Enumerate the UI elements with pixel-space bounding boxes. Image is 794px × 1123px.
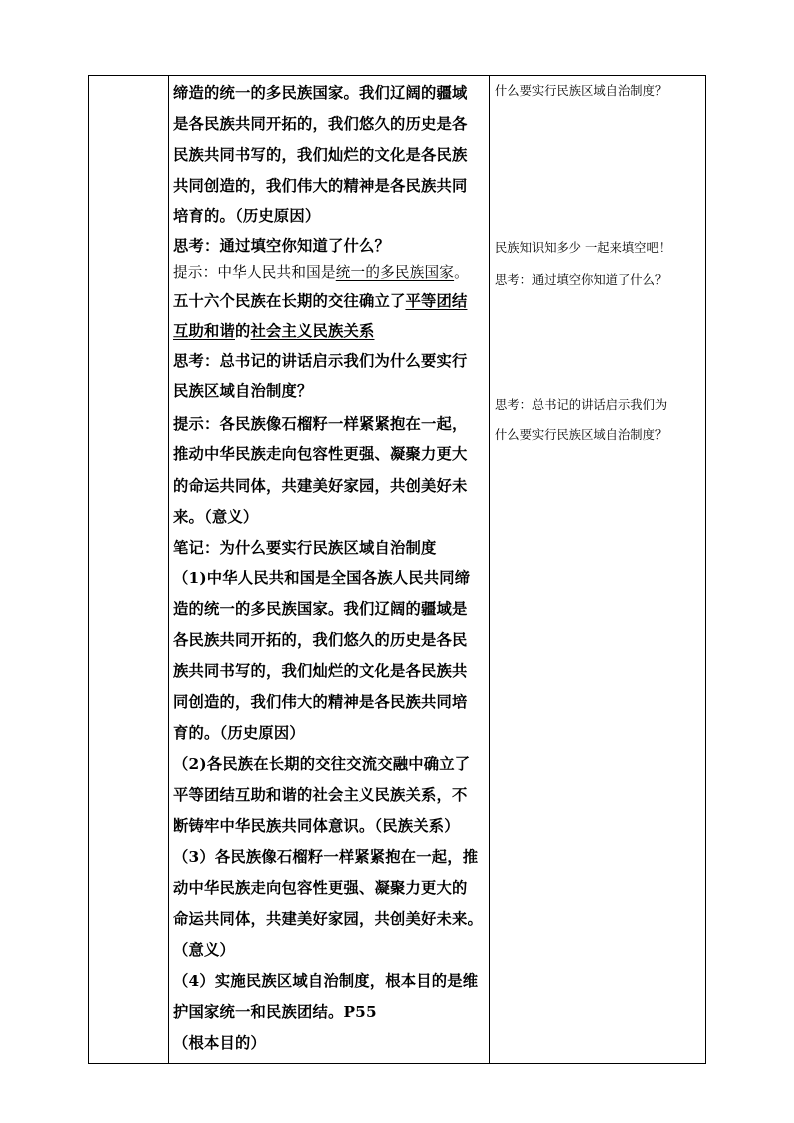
note-line-10: （3）各民族像石榴籽一样紧紧抱在一起，推: [173, 848, 479, 866]
note-line-12: 命运共同体，共建美好家园，共创美好未来。: [173, 910, 483, 928]
think-question-2-line-2: 民族区域自治制度？: [173, 382, 313, 400]
relation-blank-3: 社会主义民族关系: [250, 322, 375, 340]
think-question-2-line-1: 思考：总书记的讲话启示我们为什么要实行: [173, 352, 468, 370]
intro-line-1: 缔造的统一的多民族国家。我们辽阔的疆域: [173, 84, 468, 102]
note-line-8: 平等团结互助和谐的社会主义民族关系，不: [173, 786, 468, 804]
hint-1-blank: 统一的多民族国家: [335, 264, 455, 281]
hint-1-prefix: 提示：中华人民共和国是: [173, 264, 336, 281]
relation-line-1: [173, 291, 467, 311]
note-line-3: 各民族共同开拓的，我们悠久的历史是各民: [173, 631, 468, 649]
relation-blank-1: 平等团结: [405, 292, 468, 310]
side-question-3: 思考：通过填空你知道了什么？: [495, 273, 668, 287]
hint-2-line-3: 的命运共同体，共建美好家园，共创美好未: [173, 477, 468, 495]
hint-1: [173, 263, 469, 283]
intro-line-5: 培育的。（历史原因）: [173, 207, 321, 225]
hint-1-suffix: 。: [454, 264, 469, 281]
hint-2-line-2: 推动中华民族走向包容性更强、凝聚力更大: [173, 445, 468, 463]
column-divider-2: [489, 76, 490, 1063]
note-line-6: 育的。（历史原因）: [173, 724, 305, 742]
side-question-2: 民族知识知多少 一起来填空吧！: [495, 241, 672, 255]
note-line-13: （意义）: [173, 941, 235, 959]
column-divider-1: [168, 76, 169, 1063]
notes-title: 笔记：为什么要实行民族区域自治制度: [173, 539, 437, 557]
think-question-1: 思考：通过填空你知道了什么？: [173, 237, 390, 255]
note-line-4: 族共同书写的，我们灿烂的文化是各民族共: [173, 662, 468, 680]
note-line-7: （2)各民族在长期的交往交流交融中确立了: [173, 755, 471, 773]
relation-blank-2: 互助和谐: [173, 322, 235, 340]
note-line-9: 断铸牢中华民族共同体意识。（民族关系）: [173, 817, 460, 835]
note-line-2: 造的统一的多民族国家。我们辽阔的疆域是: [173, 600, 468, 618]
note-line-1: （1)中华人民共和国是全国各族人民共同缔: [173, 569, 471, 587]
note-line-5: 同创造的，我们伟大的精神是各民族共同培: [173, 693, 468, 711]
note-line-11: 动中华民族走向包容性更强、凝聚力更大的: [173, 879, 468, 897]
hint-2-line-4: 来。（意义）: [173, 508, 259, 526]
intro-line-2: 是各民族共同开拓的，我们悠久的历史是各: [173, 115, 468, 133]
lesson-table: [88, 75, 706, 1064]
relation-line-2: [173, 321, 374, 341]
intro-line-3: 民族共同书写的，我们灿烂的文化是各民族: [173, 146, 468, 164]
side-question-4-line-1: 思考：总书记的讲话启示我们为: [495, 398, 668, 412]
relation-prefix: 五十六个民族在长期的交往确立了: [173, 292, 406, 310]
note-line-16: （根本目的）: [173, 1034, 266, 1052]
side-question-4-line-2: 什么要实行民族区域自治制度？: [495, 428, 668, 442]
note-line-14: （4）实施民族区域自治制度，根本目的是维: [173, 972, 479, 990]
relation-mid: 的: [235, 322, 251, 340]
intro-line-4: 共同创造的，我们伟大的精神是各民族共同: [173, 177, 468, 195]
side-question-1: 什么要实行民族区域自治制度？: [495, 84, 668, 98]
note-line-15: 护国家统一和民族团结。P55: [173, 1003, 377, 1021]
hint-2-line-1: 提示：各民族像石榴籽一样紧紧抱在一起，: [173, 415, 468, 433]
